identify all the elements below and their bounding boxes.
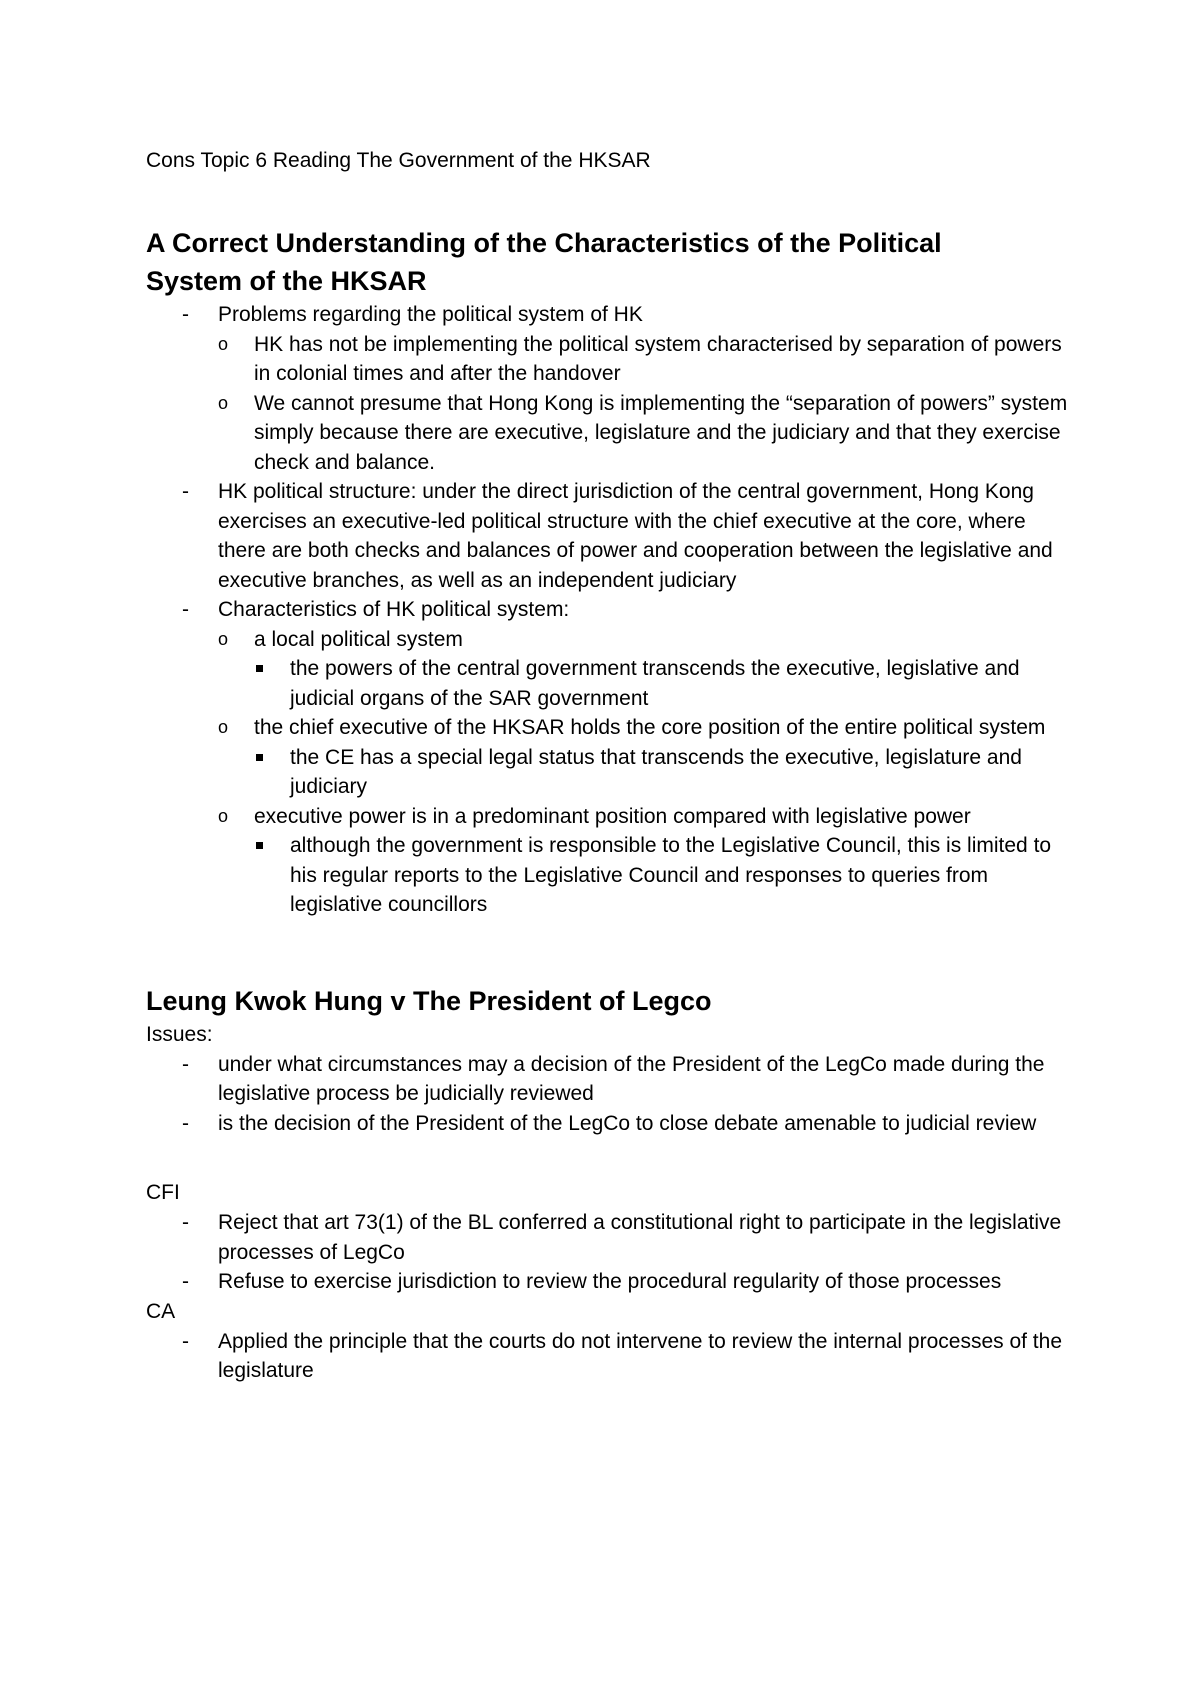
cfi-label: CFI xyxy=(146,1181,180,1204)
sub-sub-list xyxy=(254,831,1076,920)
document-title: Cons Topic 6 Reading The Government of the HKSAR xyxy=(146,149,651,172)
section-heading-case: Leung Kwok Hung v The President of Legco xyxy=(146,985,712,1016)
square-bullet-icon xyxy=(256,754,263,761)
sub-sub-list-item-text: although the government is responsible to the Legislative Council, this is limited to his regular reports to the Legislative Council and responses to queries from legislative councillors xyxy=(290,834,1052,916)
list-item-text: under what circumstances may a decision of the President of the LegCo made during the legislative process be judicially reviewed xyxy=(218,1052,1045,1105)
circle-bullet: o xyxy=(218,333,229,354)
circle-bullet: o xyxy=(218,805,229,826)
sub-list xyxy=(218,330,1076,478)
heading-line-1: A Correct Understanding of the Characteristics of the Political xyxy=(146,228,942,258)
dash-bullet: - xyxy=(182,1111,189,1135)
sub-list-item-text: We cannot presume that Hong Kong is implementing the “separation of powers” system simply because there are executive, legislature and the judiciary and that they exercise check and balance. xyxy=(254,391,1068,474)
sub-list-item-text: a local political system xyxy=(254,627,463,651)
dash-bullet: - xyxy=(182,1329,189,1353)
dash-bullet: - xyxy=(182,1211,189,1234)
issues-label: Issues: xyxy=(146,1022,213,1046)
sub-list xyxy=(218,625,1076,920)
dash-bullet: - xyxy=(182,598,189,621)
sub-list-item-text: executive power is in a predominant position compared with legislative power xyxy=(254,804,971,828)
circle-bullet: o xyxy=(218,717,229,737)
political-system-list xyxy=(146,300,1076,920)
sub-list-item xyxy=(218,713,1076,802)
list-item xyxy=(146,1109,1076,1139)
sub-list-item xyxy=(218,625,1076,714)
list-item xyxy=(146,1208,1076,1267)
dash-bullet: - xyxy=(182,480,189,503)
dash-bullet: - xyxy=(182,1270,189,1293)
square-bullet-icon xyxy=(256,842,263,849)
list-item-text: Characteristics of HK political system: xyxy=(218,598,570,621)
sub-list-item xyxy=(218,389,1076,478)
circle-bullet: o xyxy=(218,628,229,649)
list-item-text: HK political structure: under the direct jurisdiction of the central government, Hong Kong exercises an executive-led political structure with the chief executive at the core, where there are both checks and balances of power and cooperation between the legislative and executive branches, as well as an independent judiciary xyxy=(218,480,1053,592)
sub-list-item xyxy=(218,330,1076,389)
list-item xyxy=(146,477,1076,595)
sub-list-item-text: HK has not be implementing the political system characterised by separation of powers in colonial times and after the handover xyxy=(254,332,1062,385)
list-item-text: Refuse to exercise jurisdiction to review the procedural regularity of those processes xyxy=(218,1270,1002,1293)
sub-sub-list-item-text: the CE has a special legal status that transcends the executive, legislature and judiciary xyxy=(290,745,1022,798)
list-item-text: Problems regarding the political system of HK xyxy=(218,303,643,326)
section-heading-political-system xyxy=(146,224,1076,300)
sub-sub-list-item xyxy=(254,743,1076,802)
ca-label: CA xyxy=(146,1299,176,1323)
dash-bullet: - xyxy=(182,1052,189,1076)
list-item xyxy=(146,1327,1076,1386)
list-item-text: Applied the principle that the courts do not intervene to review the internal processes of the legislature xyxy=(218,1329,1062,1382)
paragraph-spacer xyxy=(146,1138,1076,1178)
sub-sub-list xyxy=(254,654,1076,713)
sub-list-item-text: the chief executive of the HKSAR holds the core position of the entire political system xyxy=(254,716,1046,739)
sub-sub-list-item xyxy=(254,831,1076,920)
document-body xyxy=(146,146,1076,1386)
sub-sub-list xyxy=(254,743,1076,802)
sub-sub-list-item xyxy=(254,654,1076,713)
sub-list-item xyxy=(218,802,1076,920)
case-section xyxy=(146,982,1076,1386)
circle-bullet: o xyxy=(218,392,229,413)
ca-list xyxy=(146,1327,1076,1386)
sub-sub-list-item-text: the powers of the central government transcends the executive, legislative and judicial organs of the SAR government xyxy=(290,657,1020,710)
dash-bullet: - xyxy=(182,303,189,326)
list-item xyxy=(146,1050,1076,1109)
heading-line-2: System of the HKSAR xyxy=(146,266,427,296)
square-bullet-icon xyxy=(256,665,263,672)
cfi-list xyxy=(146,1208,1076,1297)
list-item-text: Reject that art 73(1) of the BL conferred a constitutional right to participate in the legislative processes of LegCo xyxy=(218,1211,1062,1264)
issues-list xyxy=(146,1050,1076,1139)
list-item xyxy=(146,300,1076,477)
list-item xyxy=(146,1267,1076,1297)
list-item xyxy=(146,595,1076,920)
list-item-text: is the decision of the President of the LegCo to close debate amenable to judicial review xyxy=(218,1111,1037,1135)
